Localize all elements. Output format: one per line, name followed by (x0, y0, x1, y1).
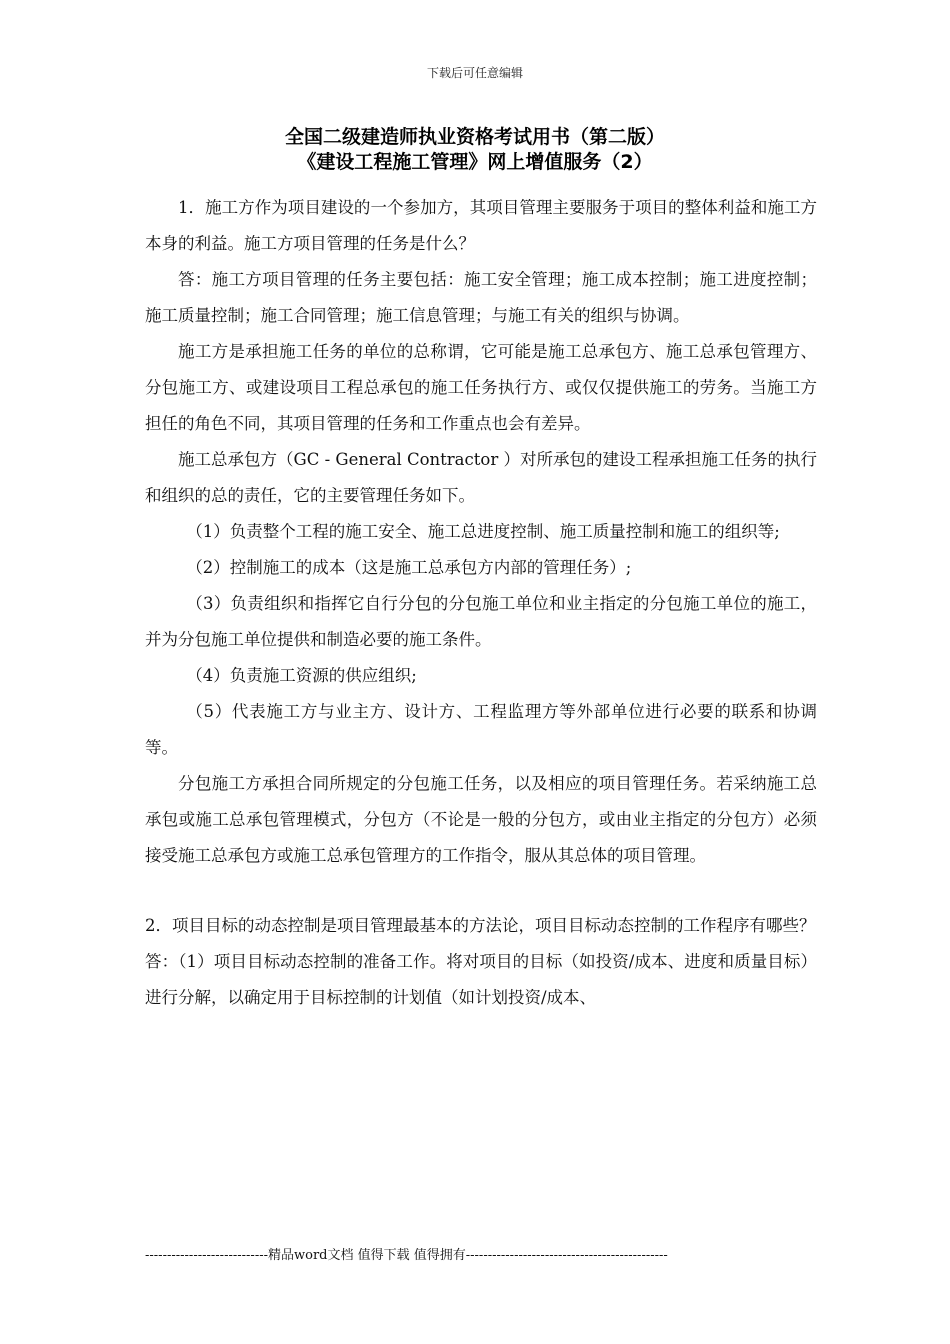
list-item: （5）代表施工方与业主方、设计方、工程监理方等外部单位进行必要的联系和协调等。 (145, 702, 817, 757)
document-title-line-1: 全国二级建造师执业资格考试用书（第二版） (284, 126, 665, 148)
answer-1: 答：施工方项目管理的任务主要包括：施工安全管理；施工成本控制；施工进度控制；施工质量控制；施工合同管理；施工信息管理；与施工有关的组织与协调。 (145, 270, 817, 325)
question-1: 1．施工方作为项目建设的一个参加方，其项目管理主要服务于项目的整体利益和施工方本身的利益。施工方项目管理的任务是什么？ (145, 198, 817, 253)
list-item: （1）负责整个工程的施工安全、施工总进度控制、施工质量控制和施工的组织等; (186, 522, 780, 541)
question-2: 2．项目目标的动态控制是项目管理最基本的方法论，项目目标动态控制的工作程序有哪些？ (145, 916, 816, 935)
answer-2: 答：（1）项目目标动态控制的准备工作。将对项目的目标（如投资/成本、进度和质量目标）进行分解，以确定用于目标控制的计划值（如计划投资/成本、 (145, 952, 817, 1007)
paragraph: 施工总承包方（GC - General Contractor ）对所承包的建设工程承担施工任务的执行和组织的总的责任，它的主要管理任务如下。 (145, 450, 817, 505)
list-item: （4）负责施工资源的供应组织; (186, 666, 417, 685)
paragraph: 分包施工方承担合同所规定的分包施工任务，以及相应的项目管理任务。若采纳施工总承包或施工总承包管理模式，分包方（不论是一般的分包方，或由业主指定的分包方）必须接受施工总承包方或施工总承包管理方的工作指令，服从其总体的项目管理。 (145, 774, 817, 865)
list-item: （3）负责组织和指挥它自行分包的分包施工单位和业主指定的分包施工单位的施工，并为分包施工单位提供和制造必要的施工条件。 (145, 594, 817, 649)
page-footer: ----------------------------精品word文档 值得下载 值得拥有---------------------------------------------- (145, 1248, 668, 1263)
page-header-note: 下载后可任意编辑 (426, 66, 523, 80)
document-title-line-2: 《建设工程施工管理》网上增值服务（2） (297, 151, 653, 173)
paragraph: 施工方是承担施工任务的单位的总称谓，它可能是施工总承包方、施工总承包管理方、分包施工方、或建设项目工程总承包的施工任务执行方、或仅仅提供施工的劳务。当施工方担任的角色不同，其项目管理的任务和工作重点也会有差异。 (145, 342, 817, 433)
list-item: （2）控制施工的成本（这是施工总承包方内部的管理任务）; (186, 558, 632, 577)
document-body (145, 190, 817, 1016)
